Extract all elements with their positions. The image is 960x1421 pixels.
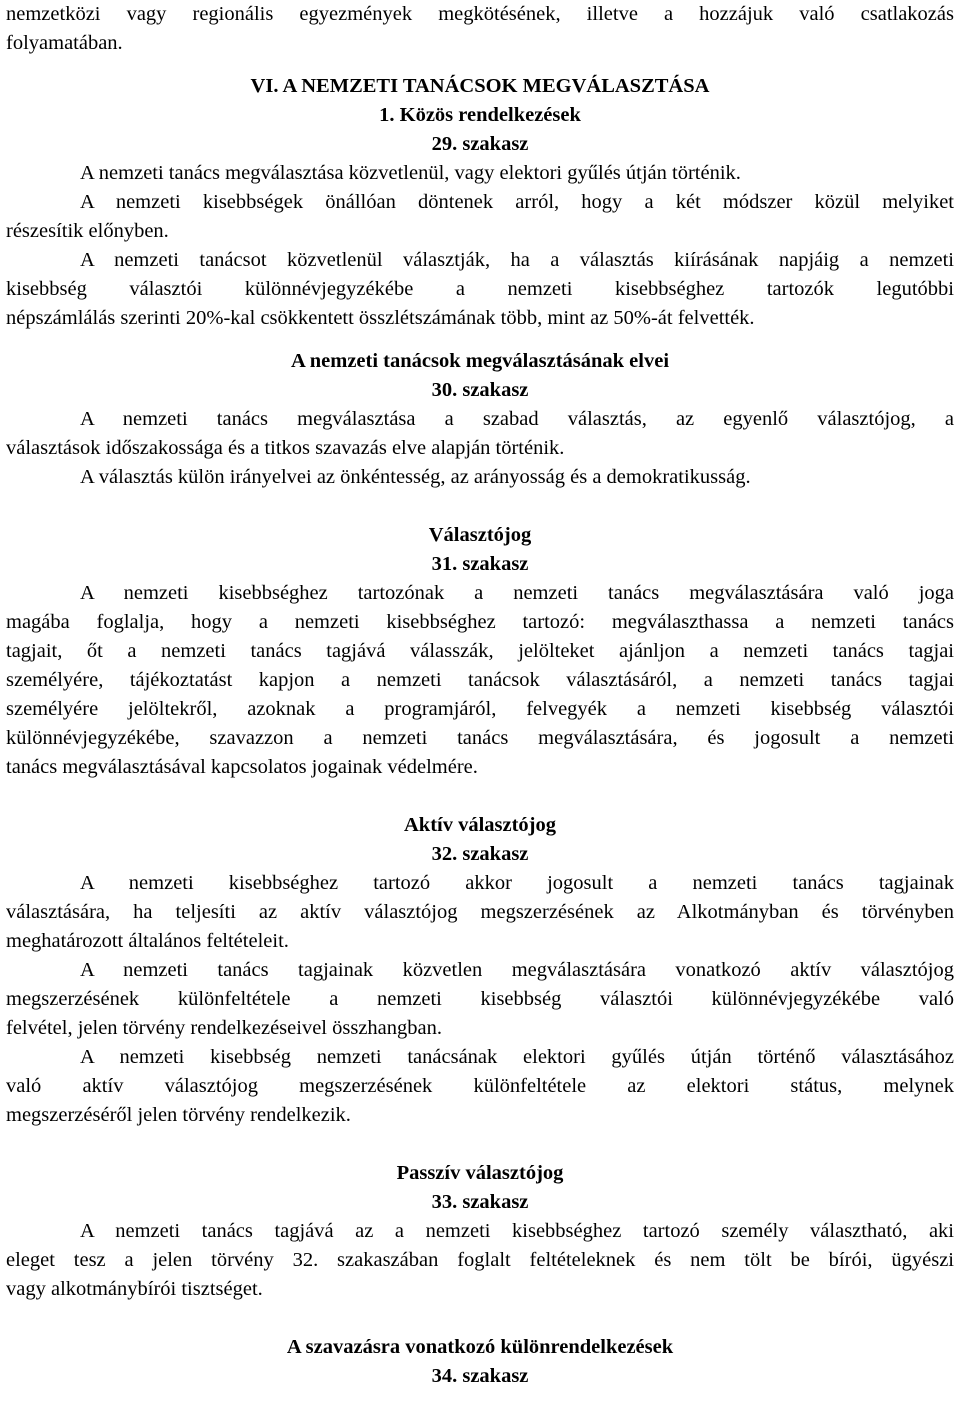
spacer: [6, 492, 954, 521]
spacer: [6, 58, 954, 72]
text-line: személyére, tájékoztatást kapjon a nemzeti tanácsok választásáról, a nemzeti tanács tagjai: [6, 669, 954, 691]
text-line: megszerzéséről jelen törvény rendelkezik.: [6, 1104, 351, 1126]
text-line: A választás külön irányelvei az önkéntesség, az arányosság és a demokratikusság.: [80, 466, 751, 488]
text-line: meghatározott általános feltételeit.: [6, 930, 289, 952]
section-heading: A nemzeti tanácsok megválasztásának elvei: [290, 350, 670, 372]
text-line: kisebbség választói különnévjegyzékébe a nemzeti kisebbséghez tartozók legutóbbi: [6, 278, 954, 300]
text-line: A nemzeti tanács megválasztása a szabad választás, az egyenlő választójog, a: [80, 408, 954, 430]
section-heading: Passzív választójog: [396, 1162, 564, 1184]
text-line: folyamatában.: [6, 32, 123, 54]
section-heading: Választójog: [428, 524, 532, 546]
section-title: 31. szakasz: [431, 553, 529, 575]
text-line: A nemzeti tanács tagjainak közvetlen megválasztására vonatkozó aktív választójog: [80, 959, 954, 981]
text-line: megszerzésének különfeltétele a nemzeti kisebbség választói különnévjegyzékébe való: [6, 988, 954, 1010]
subchapter-title: 1. Közös rendelkezések: [379, 104, 581, 126]
section-title: 33. szakasz: [431, 1191, 529, 1213]
text-line: nemzetközi vagy regionális egyezmények megkötésének, illetve a hozzájuk való csatlakozás: [6, 3, 954, 25]
section-heading: A szavazásra vonatkozó különrendelkezések: [286, 1336, 674, 1358]
text-line: választások időszakossága és a titkos szavazás elve alapján történik.: [6, 437, 565, 459]
text-line: A nemzeti kisebbségek önállóan döntenek arról, hogy a két módszer közül melyiket: [80, 191, 954, 213]
section-heading: Aktív választójog: [403, 814, 557, 836]
text-line: A nemzeti kisebbséghez tartozó akkor jogosult a nemzeti tanács tagjainak: [80, 872, 954, 894]
spacer: [6, 1304, 954, 1333]
text-line: eleget tesz a jelen törvény 32. szakaszában foglalt feltételeknek és nem tölt be bírói, ügyészi: [6, 1249, 954, 1271]
section-title: 34. szakasz: [431, 1365, 529, 1387]
section-title: 30. szakasz: [431, 379, 529, 401]
text-line: tanács megválasztásával kapcsolatos jogainak védelmére.: [6, 756, 478, 778]
spacer: [6, 1130, 954, 1159]
spacer: [6, 333, 954, 347]
section-title: 32. szakasz: [431, 843, 529, 865]
spacer: [6, 782, 954, 811]
text-line: tagjait, őt a nemzeti tanács tagjává válasszák, jelölteket ajánljon a nemzeti tanács tagjai: [6, 640, 954, 662]
text-line: A nemzeti kisebbséghez tartozónak a nemzeti tanács megválasztására való joga: [80, 582, 954, 604]
text-line: népszámlálás szerinti 20%-kal csökkentett összlétszámának több, mint az 50%-át felvették.: [6, 307, 755, 329]
text-line: A nemzeti tanács tagjává az a nemzeti kisebbséghez tartozó személy választható, aki: [80, 1220, 954, 1242]
text-line: részesítik előnyben.: [6, 220, 169, 242]
chapter-title: VI. A NEMZETI TANÁCSOK MEGVÁLASZTÁSA: [250, 75, 710, 97]
text-line: való aktív választójog megszerzésének különfeltétele az elektori státus, melynek: [6, 1075, 954, 1097]
text-line: választására, ha teljesíti az aktív választójog megszerzésének az Alkotmányban és törvényben: [6, 901, 954, 923]
text-line: A nemzeti tanács megválasztása közvetlenül, vagy elektori gyűlés útján történik.: [80, 162, 741, 184]
text-line: személyére jelöltekről, azoknak a programjáról, felvegyék a nemzeti kisebbség választói: [6, 698, 954, 720]
text-line: vagy alkotmánybírói tisztséget.: [6, 1278, 263, 1300]
text-line: felvétel, jelen törvény rendelkezéseivel összhangban.: [6, 1017, 443, 1039]
document-page: [6, 0, 954, 1391]
text-line: A nemzeti kisebbség nemzeti tanácsának elektori gyűlés útján történő választásához: [80, 1046, 954, 1068]
text-line: A nemzeti tanácsot közvetlenül választják, ha a választás kiírásának napjáig a nemzeti: [80, 249, 954, 271]
text-line: magába foglalja, hogy a nemzeti kisebbséghez tartozó: megválaszthassa a nemzeti tanács: [6, 611, 954, 633]
section-title: 29. szakasz: [431, 133, 529, 155]
text-line: különnévjegyzékébe, szavazzon a nemzeti tanács megválasztására, és jogosult a nemzeti: [6, 727, 954, 749]
